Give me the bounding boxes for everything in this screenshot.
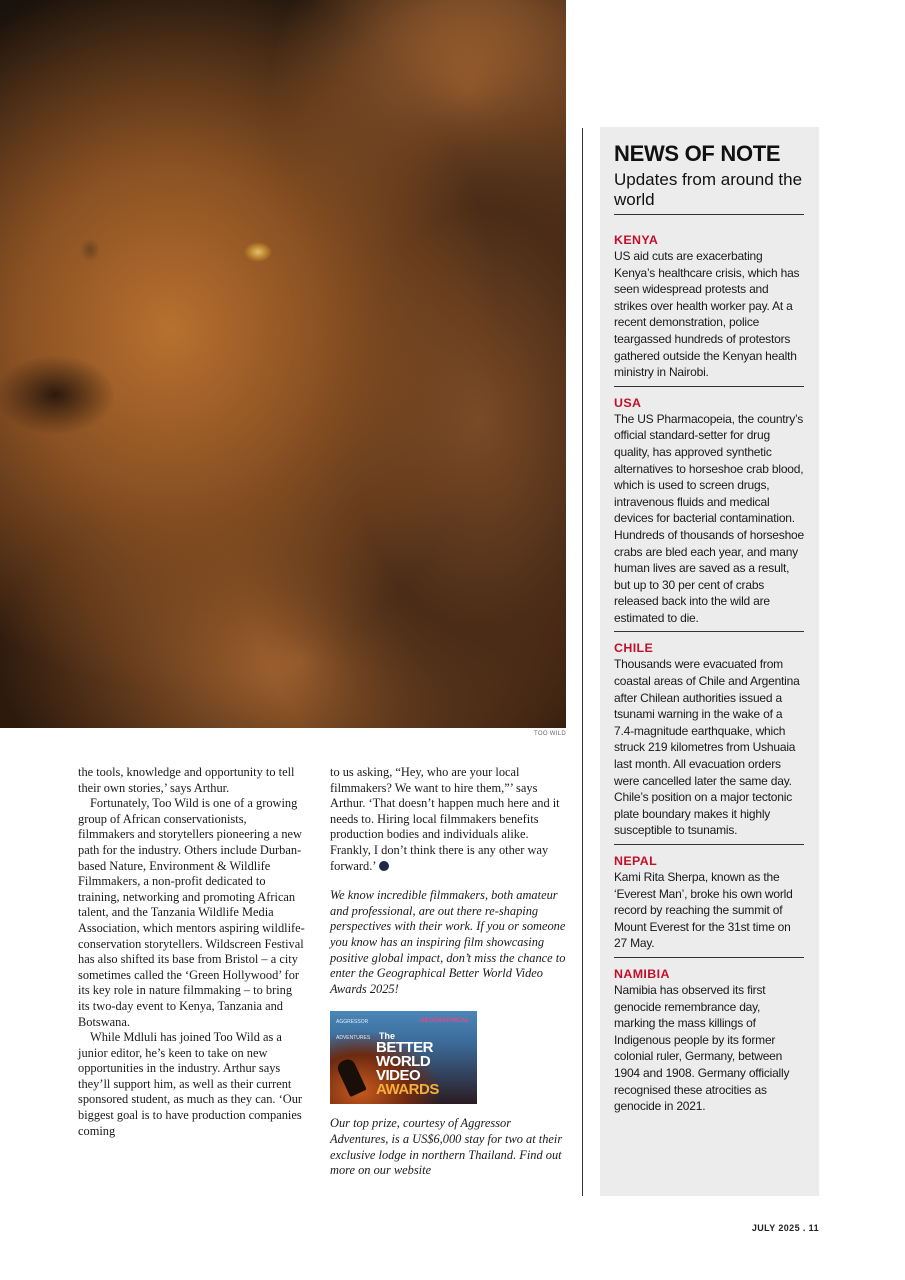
news-item-kenya — [614, 233, 804, 387]
photo-credit: TOO WILD — [534, 731, 566, 737]
news-item-namibia — [614, 967, 804, 1120]
better-world-video-awards-image — [330, 1011, 477, 1104]
sidebar-subtitle: Updates from around the world — [614, 170, 804, 215]
news-item-country: CHILE — [614, 641, 654, 656]
sponsor-logo: AGGRESSOR ADVENTURES — [336, 1019, 371, 1041]
column-divider — [582, 128, 583, 1196]
award-logo-text — [376, 1035, 439, 1097]
article-paragraph: While Mdluli has joined Too Wild as a junior editor, he’s keen to take on new opportunities in the industry. Arthur says they’ll support him, as well as their current sponsored student, as much as they can. ‘Our biggest goal is to have production companies coming — [78, 1030, 303, 1138]
page-folio: JULY 2025 . 11 — [751, 1223, 819, 1233]
award-logo-the: The — [379, 1031, 396, 1042]
promo-text: We know incredible filmmakers, both amateur and professional, are out there re-shaping perspectives with their work. If you or someone you know has an inspiring film showcasing positive global impact, don’t miss the chance to enter the Geographical Better World Video Awards 2025! — [330, 888, 566, 996]
news-item-usa — [614, 396, 804, 633]
filmmaker-silhouette — [335, 1057, 367, 1097]
news-item-text: The US Pharmacopeia, the country’s official standard-setter for drug quality, has approved synthetic alternatives to horseshoe crab blood, which is used to screen drugs, intravenous fluids and medical devices for bacterial contamination. Hundreds of thousands of horseshoe crabs are bled each year, and many human lives are saved as a result, but up to 30 per cent of crabs released back into the wild are estimated to die. — [614, 411, 804, 625]
news-item-text: Thousands were evacuated from coastal areas of Chile and Argentina after Chilean authorities issued a tsunami warning in the wake of a 7.4-magnitude earthquake, which struck 219 kilometres from Ushuaia last month. All evacuation orders were cancelled later the same day. Chile’s position on a major tectonic plate boundary makes it highly susceptible to tsunamis. — [614, 657, 800, 838]
article-closing-text: to us asking, “Hey, who are your local filmmakers? We want to hire them,”’ says Arthur. ‘That doesn’t happen much here and it needs to. Hiring local filmmakers benefits production bodies and individuals alike. Frankly, I don’t think there is any other way forward.’ — [330, 765, 560, 873]
news-item-country: NEPAL — [614, 854, 658, 868]
news-item-text: Namibia has observed its first genocide remembrance day, marking the mass killings of Indigenous people by its former colonial ruler, Germany, between 1904 and 1908. Germany officially recognised these atrocities as genocide in 2021. — [614, 982, 790, 1114]
image-caption: Our top prize, courtesy of Aggressor Adventures, is a US$6,000 stay for two at their exclusive lodge in northern Thailand. Find out more on our website — [330, 1116, 563, 1178]
award-logo-line: AWARDS — [376, 1081, 439, 1099]
news-item-text: US aid cuts are exacerbating Kenya’s healthcare crisis, which has seen widespread protests and strikes over health worker pay. At a recent demonstration, police teargassed hundreds of protestors gathered outside the Kenyan health ministry in Nairobi. — [614, 249, 800, 380]
article-column-2 — [330, 765, 566, 1179]
news-item-country: NAMIBIA — [614, 966, 670, 981]
article-paragraph: Fortunately, Too Wild is one of a growing group of African conservationists, filmmakers and storytellers pioneering a new path for the industry. Others include Durban-based Nature, Environment & Wildlife Filmmakers, a non-profit dedicated to training, networking and promoting African talent, and the Tanzania Wildlife Media Association, which mentors aspiring wildlife-conservation storytellers. Wildscreen Festival has also shifted its base from Bristol – a city sometimes called the ‘Green Hollywood’ for its key role in nature filmmaking – to bring its two-day event to Kenya, Tanzania and Botswana. — [78, 796, 305, 1029]
magazine-logo: GEOGRAPHICAL — [419, 1018, 469, 1025]
article-column-1 — [78, 765, 306, 1139]
news-item-country: USA — [614, 395, 642, 410]
news-item-nepal — [614, 854, 804, 958]
sidebar-title: NEWS OF NOTE — [614, 141, 781, 166]
article-paragraph: the tools, knowledge and opportunity to tell their own stories,’ says Arthur. — [78, 765, 295, 795]
article-paragraph-end — [330, 765, 566, 874]
news-item-chile — [614, 641, 804, 845]
award-logo-line: BETTER — [376, 1039, 433, 1057]
award-logo-line: VIDEO — [376, 1067, 421, 1085]
news-item-country: KENYA — [614, 233, 659, 247]
news-of-note-sidebar — [600, 127, 819, 1196]
award-logo-line: WORLD — [376, 1053, 431, 1071]
lion-photo — [0, 0, 566, 728]
news-item-text: Kami Rita Sherpa, known as the ‘Everest Man’, broke his own world record by reaching the summit of Mount Everest for the 31st time on 27 May. — [614, 870, 793, 951]
end-mark-icon — [379, 861, 389, 871]
